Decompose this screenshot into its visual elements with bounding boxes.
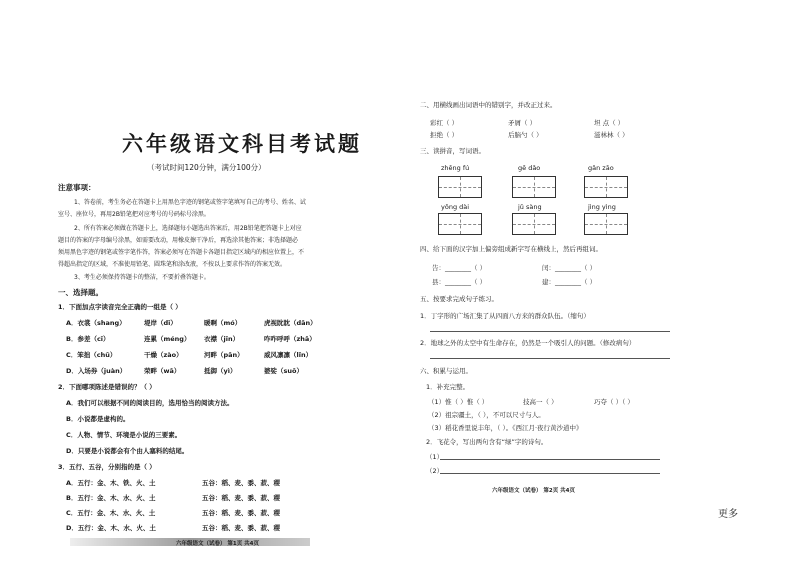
notes-line: 室号、座位号，再用2B铅笔把对应考号的号码标号涂黑。 bbox=[58, 211, 210, 218]
sec2-item: 拒绝（ ） bbox=[430, 131, 459, 139]
poem-line-label: （1） bbox=[426, 453, 444, 461]
notes-line: 3、考生必须保持答题卡的整洁，不要折叠答题卡。 bbox=[74, 274, 210, 281]
q3-option: A．五行：金、木、铁、火、土 bbox=[66, 479, 156, 487]
page-footer-right: 六年级语文（试卷） 第2页 共4页 bbox=[492, 488, 575, 494]
pinyin-label: zhēng fú bbox=[441, 164, 470, 172]
q3-option: 五谷：稻、麦、黍、菽、稷 bbox=[202, 524, 280, 532]
q1-option: 河畔（pān） bbox=[204, 351, 244, 359]
q3-option: B．五行：金、木、水、火、土 bbox=[66, 494, 156, 502]
q1-option: 连累（méng） bbox=[144, 335, 191, 343]
fill-blank: 巧夺（ ）（ ） bbox=[594, 398, 634, 406]
section-6-heading: 六、积累与运用。 bbox=[420, 367, 472, 375]
answer-line[interactable] bbox=[440, 473, 660, 474]
sec6-sub-heading: 2．飞花令，写出两句含有“绿”字的诗句。 bbox=[426, 438, 548, 446]
answer-line[interactable] bbox=[430, 358, 670, 359]
section-5-heading: 五、按要求完成句子练习。 bbox=[420, 295, 498, 303]
q1-option: 婆娑（suō） bbox=[264, 367, 303, 375]
pinyin-writing-box[interactable] bbox=[584, 176, 628, 198]
fill-blank: （1）惟（ ）惟（ ） bbox=[428, 398, 489, 406]
q1-option: 荣畔（wā） bbox=[144, 367, 181, 375]
pinyin-writing-box[interactable] bbox=[512, 176, 556, 198]
section-4-heading: 四、给下面的汉字加上偏旁组成新字写在横线上，然后再组词。 bbox=[420, 245, 602, 253]
q1-option: A．衣裳（shang） bbox=[66, 319, 126, 327]
fill-blank: （3）稻花香里说丰年，（ ）。《西江月·夜行黄沙道中》 bbox=[428, 424, 583, 432]
section-choice-heading: 一、选择题。 bbox=[58, 288, 103, 297]
pinyin-label: jìng yìng bbox=[588, 203, 616, 211]
sec2-item: 滋林林（ ） bbox=[594, 131, 629, 139]
fill-blank: （2）祖宗疆土，（ ），不可以尺寸与人。 bbox=[428, 411, 545, 419]
q1-option: 暖啊（mó） bbox=[204, 319, 242, 327]
page-footer-left: 六年级语文（试卷） 第1页 共4页 bbox=[176, 541, 259, 547]
q3-option: 五谷：稻、麦、黍、菽、稷 bbox=[202, 509, 280, 517]
notes-line: 得超出指定的区域，不准使用铅笔、圆珠笔和涂改液，不按以上要求作答的答案无效。 bbox=[58, 261, 287, 268]
notes-line: 2、所有答案必须做在答题卡上，选择题每小题选出答案后，用2B铅笔把答题卡上对应 bbox=[74, 225, 302, 232]
pinyin-writing-box[interactable] bbox=[438, 176, 482, 198]
sec4-item: 闰：________（ ） bbox=[542, 264, 597, 272]
q1-option: D．入场券（juàn） bbox=[66, 367, 127, 375]
q1-option: 堤岸（dī） bbox=[144, 319, 177, 327]
question-2: 2．下面哪项陈述是错误的？（ ） bbox=[58, 383, 156, 391]
q3-option: D．五行：金、木、水、火、土 bbox=[66, 524, 156, 532]
pinyin-label: jǔ sàng bbox=[518, 203, 542, 211]
sec2-item: 彩红（ ） bbox=[430, 119, 459, 127]
q3-option: 五谷：稻、麦、黍、菽、稷 bbox=[202, 494, 280, 502]
q1-option: 衣襟（jīn） bbox=[204, 335, 240, 343]
pinyin-writing-box[interactable] bbox=[584, 213, 628, 235]
q2-option: C．人物、情节、环境是小说的三要素。 bbox=[66, 431, 182, 439]
sec5-item: 2．地球之外的太空中有生命存在，仍然是一个吸引人的问题。（修改病句） bbox=[420, 339, 636, 347]
pinyin-writing-box[interactable] bbox=[512, 213, 556, 235]
sec4-item: 县：________（ ） bbox=[432, 278, 487, 286]
exam-paper bbox=[44, 68, 774, 508]
q1-option: 抵御（yì） bbox=[204, 367, 237, 375]
more-label[interactable]: 更多 bbox=[718, 509, 738, 520]
sec5-item: 1．丁字形的广场汇集了从四面八方来的群众队伍。（缩句） bbox=[420, 312, 590, 320]
notes-heading: 注意事项： bbox=[58, 183, 96, 192]
exam-subtitle: （考试时间120分钟，满分100分） bbox=[147, 163, 266, 172]
notes-line: 题目的答案的字母编号涂黑，如需要改动，用橡皮擦干净后，再选涂其他答案；非选择题必 bbox=[58, 237, 299, 244]
notes-line: 1、答卷前，考生务必在答题卡上用黑色字迹的钢笔或签字笔填写自己的考号、姓名、试 bbox=[74, 199, 306, 206]
question-1: 1．下面加点字读音完全正确的一组是（ ） bbox=[58, 303, 182, 311]
section-2-heading: 二、用横线画出词语中的错别字，并改正过来。 bbox=[420, 101, 557, 109]
answer-line[interactable] bbox=[440, 459, 660, 460]
section-3-heading: 三、读拼音，写词语。 bbox=[420, 147, 485, 155]
sec4-item: 建：________（ ） bbox=[542, 278, 597, 286]
q1-option: 威风凛凛（lǐn） bbox=[264, 351, 313, 359]
q1-option: 干燥（zào） bbox=[144, 351, 183, 359]
poem-line-label: （2） bbox=[426, 467, 444, 475]
sec6-sub-heading: 1．补充完整。 bbox=[426, 383, 470, 391]
sec4-item: 告：________（ ） bbox=[432, 264, 487, 272]
pinyin-writing-box[interactable] bbox=[438, 213, 482, 235]
q2-option: D．只要是小说都会有个由人塞料的结尾。 bbox=[66, 447, 189, 455]
sec2-item: 矛屑（ ） bbox=[508, 119, 537, 127]
pinyin-label: yōng dài bbox=[441, 203, 470, 211]
q1-option: B．参差（cī） bbox=[66, 335, 110, 343]
q3-option: C．五行：金、木、水、火、土 bbox=[66, 509, 156, 517]
pinyin-label: gǎn zāo bbox=[588, 164, 614, 172]
sec2-item: 坦 点（ ） bbox=[594, 119, 625, 127]
q3-option: 五谷：稻、麦、黍、菽、稷 bbox=[202, 479, 280, 487]
q2-option: A．我们可以根据不同的阅读目的，选用恰当的阅读方法。 bbox=[66, 399, 234, 407]
sec2-item: 后脑勺（ ） bbox=[508, 131, 543, 139]
q1-option: 咋咋呼呼（zhā） bbox=[264, 335, 316, 343]
pinyin-label: gē dǎo bbox=[518, 164, 541, 172]
exam-title: 六年级语文科目考试题 bbox=[122, 131, 362, 156]
q2-option: B．小说都是虚构的。 bbox=[66, 415, 130, 423]
question-3: 3．五行、五谷，分别指的是（ ） bbox=[58, 463, 156, 471]
fill-blank: 技高一（ ） bbox=[523, 398, 558, 406]
q1-option: 虎视眈眈（dān） bbox=[264, 319, 317, 327]
notes-line: 须用黑色字迹的钢笔或签字笔作答，答案必须写在答题卡各题目指定区域内的相应位置上，不 bbox=[58, 249, 305, 256]
answer-line[interactable] bbox=[430, 331, 670, 332]
q1-option: C．笨拙（chū） bbox=[66, 351, 117, 359]
